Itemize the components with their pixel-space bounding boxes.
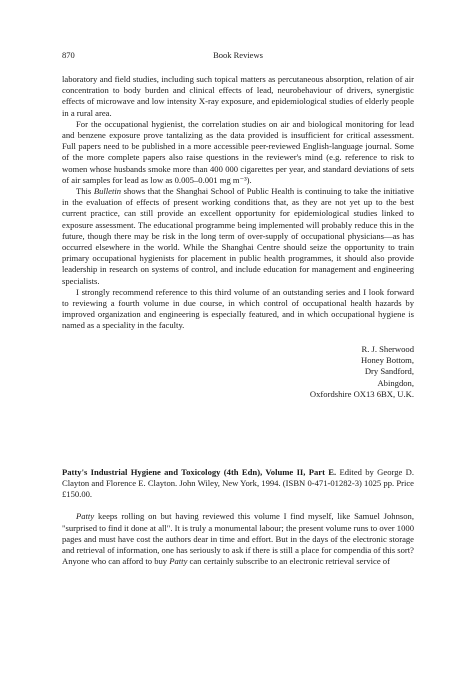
address-line: Dry Sandford,	[364, 366, 414, 377]
paragraph-text: This	[76, 186, 94, 197]
page-header	[62, 50, 414, 64]
address-line: Abingdon,	[377, 377, 414, 388]
reviewer-name: R. J. Sherwood	[361, 343, 414, 354]
page	[62, 50, 414, 567]
page-number: 870	[62, 50, 75, 60]
book-review	[62, 467, 414, 568]
address-line: Oxfordshire OX13 6BX, U.K.	[309, 389, 414, 400]
address-line: Honey Bottom,	[361, 355, 414, 366]
paragraph	[62, 186, 414, 287]
reviewer-signature	[62, 344, 414, 401]
book-title: Patty's Industrial Hygiene and Toxicology (4th Edn), Volume II, Part E.	[62, 466, 337, 477]
paragraph-text: keeps rolling on but having reviewed this volume I find myself, like Samuel Johnson, "surprised to find it done at all". It is truly a monumental labour; the present volume runs to over 1000 pages and must have cost the authors dear in time and effort. But in the days of the electronic storage and retrieval of information, one has seriously to ask if there is still a place for compendia of this sort? Anyone who can afford to buy	[62, 511, 414, 567]
book-citation	[62, 467, 414, 501]
paragraph: I strongly recommend reference to this third volume of an outstanding series and I look forward to reviewing a fourth volume in due course, in which control of occupational health hazards by improved organization and engineering is especially featured, and in which occupational hygiene is named as a speciality in the faculty.	[62, 286, 414, 331]
paragraph	[62, 511, 414, 567]
review-continued	[62, 74, 414, 332]
paragraph-text: shows that the Shanghai School of Public Health is continuing to take the initiative in the evaluation of effects of present working conditions that, as they are not yet up to the best current practice, can still provide an excellent opportunity for epidemiological studies linked to exposure assessment. The educational programme being implemented will probably reduce this in the future, though there may be risk in the long term of over-supply of occupational physicians—as has occurred elsewhere in the world. While the Shanghai Centre should seize the opportunity to train primary occupational hygienists for placement in public health programmes, it should also provide leadership in research on systems of control, and include education for management and engineering specialists.	[62, 186, 414, 286]
journal-name: Bulletin	[93, 186, 122, 197]
paragraph-text: can certainly subscribe to an electronic retrieval service of	[187, 556, 390, 567]
paragraph: laboratory and field studies, including such topical matters as percutaneous absorption, relation of air concentration to body burden and clinical effects of lead, neurobehaviour of drivers, synergistic effects of microwave and low intensity X-ray exposure, and epidemiological studies of elderly people in a rural area.	[62, 74, 414, 118]
paragraph: For the occupational hygienist, the correlation studies on air and biological monitoring for lead and benzene exposure prove tantalizing as the data provided is insufficient for critical assessment. Full papers need to be published in a more accessible peer-reviewed English-language journal. Some of the more complete papers also raise questions in the reviewer's mind (e.g. reference to risk to women whose husbands smoke more than 400 000 cigarettes per year, and standard deviations of sets of air samples for lead as low as 0.005–0.001 mg m⁻³).	[62, 118, 414, 185]
book-biblio: Edited by George D. Clayton and Florence E. Clayton. John Wiley, New York, 1994. (ISBN 0-471-01282-3) 1025 pp. Price £150.00.	[62, 466, 414, 500]
running-head: Book Reviews	[213, 50, 263, 60]
book-short-title: Patty	[169, 556, 188, 567]
book-short-title: Patty	[76, 511, 95, 522]
